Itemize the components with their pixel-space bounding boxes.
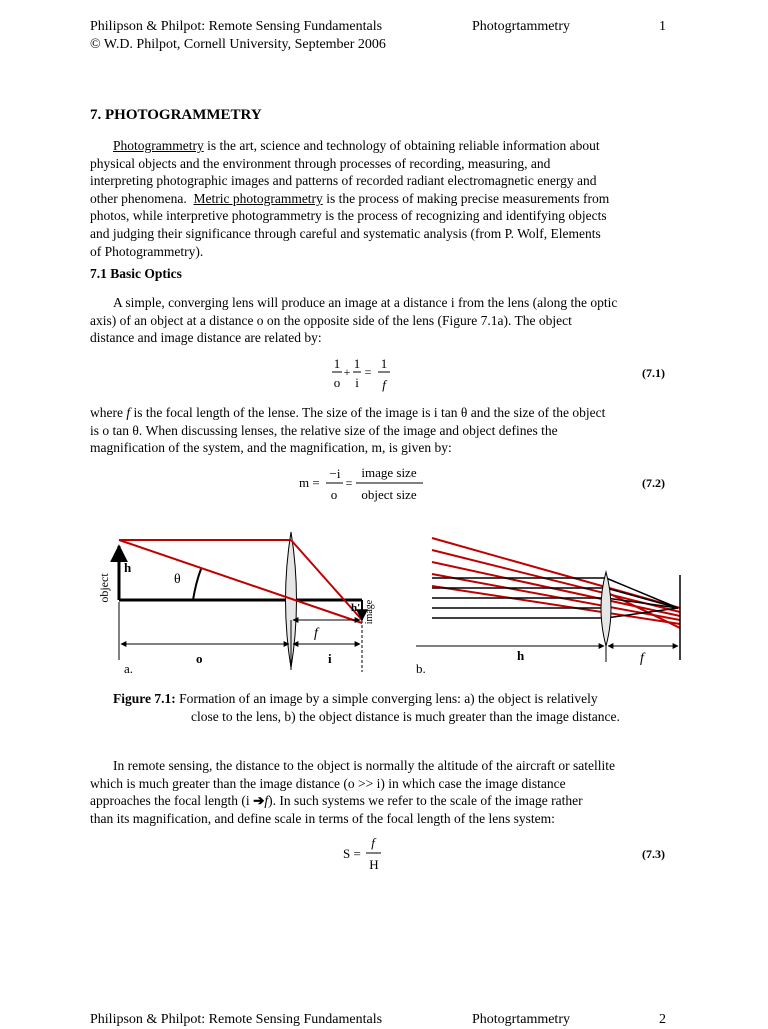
- equation-7-1: [320, 350, 410, 395]
- term-photogrammetry: Photogrammetry: [113, 138, 204, 153]
- eq1-den2: i: [355, 375, 359, 390]
- object-distance-label: o: [196, 651, 203, 666]
- eq1-num2: 1: [353, 356, 361, 371]
- header-section: Photogrtammetry: [472, 19, 570, 34]
- image-label: image: [364, 599, 375, 625]
- focal-length-label-a: f: [314, 626, 318, 641]
- eq1-den1: o: [333, 375, 341, 390]
- eq2-num1: −i: [329, 466, 341, 481]
- equation-7-3: [340, 832, 390, 874]
- header-copyright: © W.D. Philpot, Cornell University, September 2006: [90, 37, 386, 52]
- equation-number-7-1: (7.1): [642, 366, 665, 380]
- image-distance-label: i: [328, 651, 332, 666]
- footer-title: Philipson & Philpot: Remote Sensing Fundamentals: [90, 1012, 383, 1027]
- eq2-num2: image size: [361, 465, 417, 480]
- figure-panel-b: [416, 538, 680, 676]
- eq1-num3: 1: [380, 356, 388, 371]
- theta-arc: [193, 569, 201, 600]
- paragraph-scale: In remote sensing, the distance to the object is normally the altitude of the aircraft or satellite which is much greater than the image distance (o >> i) in which case the image distance approaches the focal length (i ➔f). In such systems we refer to the scale of the image rather than its magnification, and define scale in terms of the focal length of the lens system:: [90, 758, 615, 826]
- eq3-den: H: [369, 857, 379, 872]
- header-page-number: 1: [659, 19, 666, 34]
- running-header-left: [90, 18, 386, 54]
- equation-number-7-2: (7.2): [642, 476, 665, 490]
- paragraph-magnification: where f is the focal length of the lense. The size of the image is i tan θ and the size of the object is o tan θ. When discussing lenses, the relative size of the image and object defines the magnification of the system, and the magnification, m, is given by:: [90, 405, 606, 456]
- eq1-plus: +: [343, 365, 351, 379]
- term-metric-photogrammetry: Metric photogrammetry: [193, 190, 323, 206]
- altitude-label: h: [517, 648, 525, 663]
- equation-number-7-3: (7.3): [642, 847, 665, 861]
- caption-label: Figure 7.1:: [113, 691, 176, 706]
- eq1-equals: =: [364, 365, 372, 379]
- eq2-den2: object size: [361, 487, 417, 502]
- image-height-label: h': [351, 602, 361, 614]
- arrow-symbol: ➔: [253, 793, 265, 809]
- eq1-den3: f: [382, 377, 386, 392]
- chief-ray: [119, 540, 362, 623]
- figure-7-1: [0, 520, 768, 685]
- lens-b: [601, 572, 611, 646]
- section-title: 7.1 Basic Optics: [90, 266, 182, 281]
- footer-page-number: 2: [659, 1012, 666, 1027]
- eq2-lhs: m =: [299, 475, 320, 490]
- object-height-label: h: [124, 560, 132, 575]
- eq1-num1: 1: [333, 356, 341, 371]
- header-title: Philipson & Philpot: Remote Sensing Fundamentals: [90, 19, 383, 34]
- equation-7-2: [296, 461, 436, 507]
- figure-panel-a: [97, 532, 375, 676]
- eq2-equals: =: [345, 476, 353, 490]
- object-label: object: [97, 573, 111, 603]
- figure-caption: Figure 7.1: Formation of an image by a simple converging lens: a) the object is relatively close to the lens, b) the object distance is much greater than the image distance.: [113, 691, 620, 724]
- panel-a-label: a.: [124, 661, 134, 676]
- paragraph-basic-optics: A simple, converging lens will produce an image at a distance i from the lens (along the optic axis) of an object at a distance o on the opposite side of the lens (Figure 7.1a). The object distance and image distance are related by:: [90, 295, 618, 346]
- footer-section: Photogrtammetry: [472, 1012, 570, 1027]
- eq2-den1: o: [330, 487, 338, 502]
- theta-label: θ: [174, 572, 181, 587]
- panel-b-label: b.: [416, 661, 426, 676]
- chapter-title: 7. PHOTOGRAMMETRY: [90, 107, 262, 123]
- focal-length-label-b: f: [640, 651, 644, 666]
- intro-paragraph: Photogrammetry is the art, science and technology of obtaining reliable information about physical objects and the environment through processes of recording, measuring, and interpreting photographic images and patterns of recorded radiant electromagnetic energy and other phenomena. Metric photogrammetry is the process of making precise measurements from photos, while interpretive photogrammetry is the process of recognizing and identifying objects and judging their significance through careful and systematic analysis (from P. Wolf, Elements of Photogrammetry).: [90, 138, 610, 259]
- eq3-lhs: S =: [343, 846, 361, 861]
- eq3-num: f: [371, 835, 375, 850]
